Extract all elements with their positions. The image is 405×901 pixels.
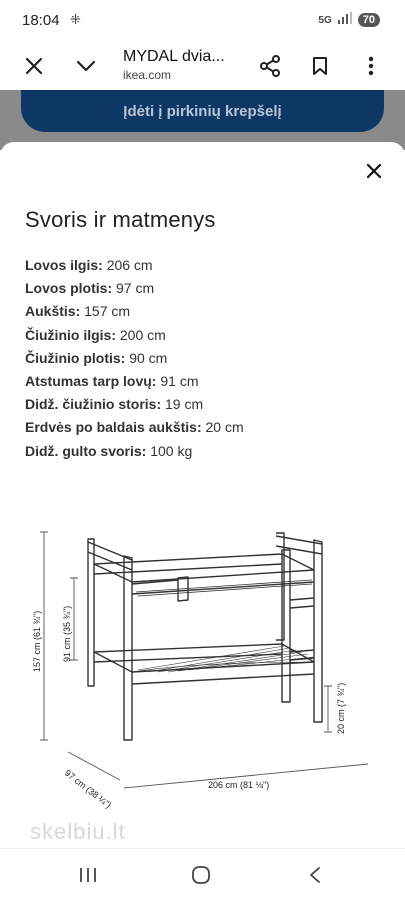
close-tab-icon[interactable] <box>20 52 48 80</box>
dimension-value: 90 cm <box>129 349 168 366</box>
dimension-row <box>25 370 244 393</box>
dimension-label: Didž. čiužinio storis: <box>25 396 162 413</box>
dimension-label: Čiužinio ilgis: <box>25 326 116 343</box>
dimensions-sheet <box>0 142 405 848</box>
status-bar <box>0 0 405 40</box>
dimension-label: Atstumas tarp lovų: <box>25 372 157 389</box>
width-dimension-label: 97 cm (38 ¼") <box>62 767 114 811</box>
bookmark-icon[interactable] <box>306 52 334 80</box>
dimension-row <box>25 277 244 300</box>
dimensions-list <box>25 254 244 463</box>
system-nav-bar <box>0 848 405 901</box>
share-icon[interactable] <box>256 52 284 80</box>
dimension-value: 19 cm <box>165 396 204 413</box>
page-url: ikea.com <box>123 68 172 82</box>
watermark: skelbiu.lt <box>30 819 126 844</box>
status-time: 18:04 <box>22 12 60 29</box>
dimension-value: 97 cm <box>116 280 155 297</box>
dimension-row <box>25 440 244 463</box>
dimension-row <box>25 347 244 370</box>
dimension-row <box>25 324 244 347</box>
dimension-value: 200 cm <box>119 326 166 343</box>
dimension-label: Didž. gulto svoris: <box>25 442 147 459</box>
close-sheet-button[interactable] <box>361 158 387 184</box>
chevron-down-icon[interactable] <box>72 52 100 80</box>
network-type-label: 5G <box>318 14 332 26</box>
battery-icon: 70 <box>358 13 380 27</box>
gap-dimension-label: 91 cm (35 ¾") <box>62 605 72 662</box>
dimension-value: 91 cm <box>160 372 199 389</box>
status-indicators <box>318 11 380 29</box>
home-icon[interactable] <box>186 861 216 889</box>
signal-icon <box>338 11 352 29</box>
dimension-row <box>25 254 244 277</box>
close-icon <box>366 163 382 179</box>
back-icon[interactable] <box>300 861 330 889</box>
dimension-row <box>25 300 244 323</box>
browser-toolbar <box>0 40 405 90</box>
recent-apps-icon[interactable] <box>73 861 103 889</box>
dimension-label: Lovos plotis: <box>25 280 113 297</box>
dimension-row <box>25 416 244 439</box>
length-dimension-label: 206 cm (81 ⅛") <box>208 780 270 790</box>
dimension-value: 206 cm <box>106 257 153 273</box>
dimension-label: Čiužinio plotis: <box>25 349 126 366</box>
bunk-bed-diagram <box>28 512 378 828</box>
add-to-cart-button[interactable]: Įdėti į pirkinių krepšelį <box>21 90 384 132</box>
dimension-label: Lovos ilgis: <box>25 257 103 273</box>
dimension-row <box>25 393 244 416</box>
page-title: MYDAL dvia... <box>123 48 225 65</box>
dimension-label: Aukštis: <box>25 303 81 320</box>
dimension-value: 100 kg <box>150 442 193 459</box>
sheet-title: Svoris ir matmenys <box>25 207 216 232</box>
status-notification-icon: ⁜ <box>70 12 81 27</box>
height-dimension-label: 157 cm (61 ¾") <box>32 610 42 672</box>
dimension-label: Erdvės po baldais aukštis: <box>25 419 202 436</box>
more-options-icon[interactable] <box>357 52 385 80</box>
under-space-dimension-label: 20 cm (7 ¾") <box>336 682 346 734</box>
dimension-value: 157 cm <box>84 303 131 320</box>
dimension-value: 20 cm <box>205 419 244 436</box>
